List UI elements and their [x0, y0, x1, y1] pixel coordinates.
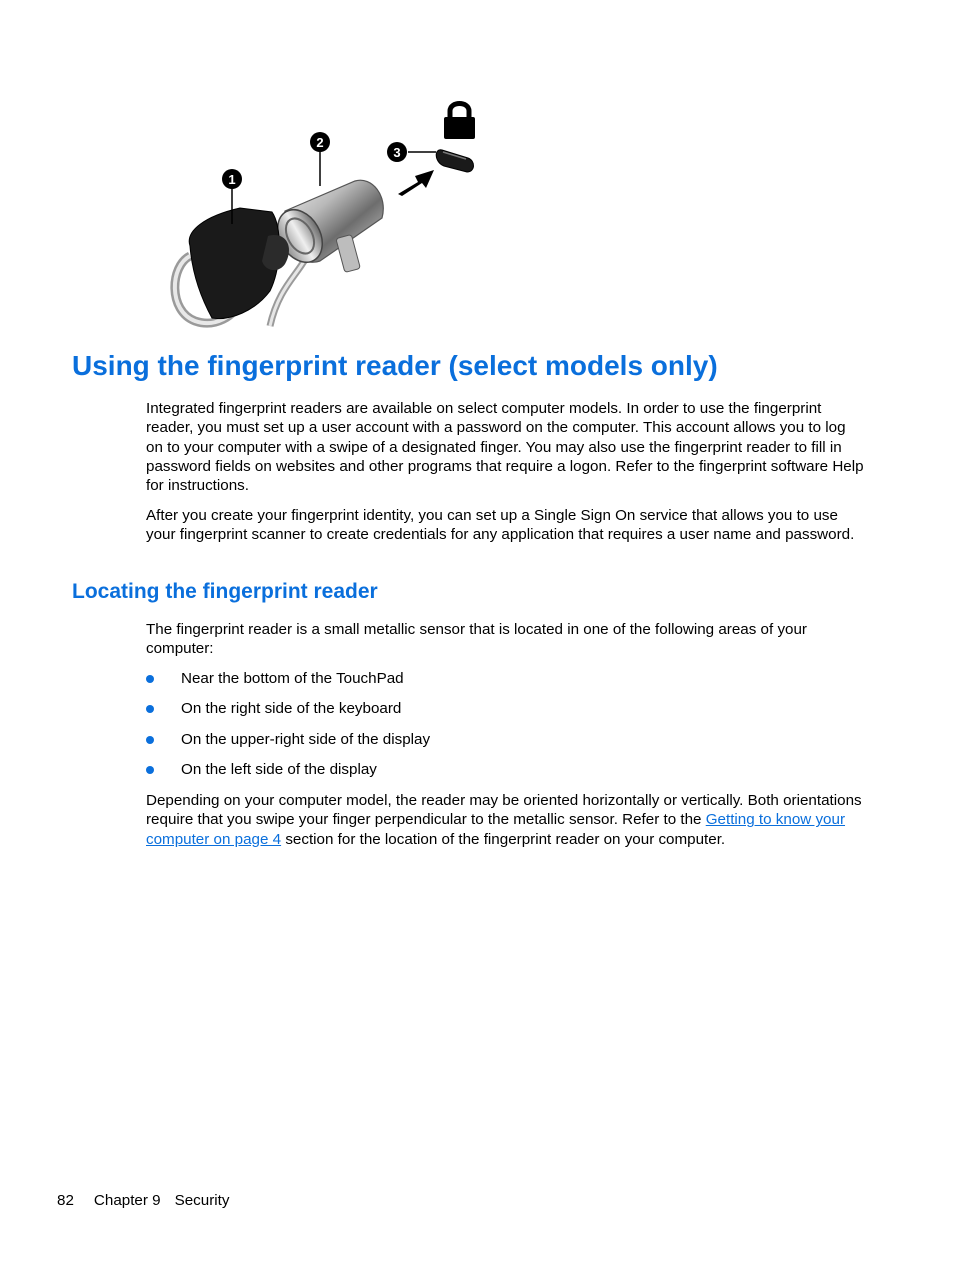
orientation-text-after: section for the location of the fingerprint reader on your computer.	[281, 830, 726, 848]
section-title: Using the fingerprint reader (select models only)	[72, 350, 718, 381]
padlock-icon	[444, 104, 475, 140]
bullet-icon	[146, 705, 154, 713]
key-head	[189, 208, 289, 319]
callout-1	[222, 169, 242, 189]
cable-lock-illustration	[160, 96, 490, 332]
bullet-icon	[146, 675, 154, 683]
list-item-text: On the upper-right side of the display	[181, 730, 431, 748]
subsection-title: Locating the fingerprint reader	[72, 580, 378, 603]
list-item	[146, 760, 866, 779]
svg-text:3: 3	[393, 145, 401, 160]
svg-text:1: 1	[228, 172, 236, 187]
orientation-paragraph	[146, 791, 866, 849]
insert-arrow-icon	[398, 170, 434, 196]
svg-text:2: 2	[316, 135, 324, 150]
chapter-label: Chapter 9	[93, 1192, 161, 1209]
bullet-icon	[146, 736, 154, 744]
intro-paragraph: Integrated fingerprint readers are available on select computer models. In order to use the fingerprint reader, you must set up a user account with a password on the computer. This account allows you to log on to your computer with a swipe of a designated finger. You may also use the fingerprint reader to fill in password fields on websites and other programs that require a logon. Refer to the fingerprint software Help for instructions.	[146, 400, 864, 495]
locating-intro-paragraph: The fingerprint reader is a small metallic sensor that is located in one of the following areas of your computer:	[146, 621, 807, 658]
chapter-title: Security	[174, 1192, 230, 1209]
bullet-icon	[146, 766, 154, 774]
page-footer	[57, 1192, 229, 1209]
page-number: 82	[57, 1192, 74, 1209]
security-slot-icon	[436, 150, 473, 172]
callout-2	[310, 132, 330, 152]
list-item-text: On the right side of the keyboard	[181, 700, 402, 718]
location-list	[146, 669, 866, 790]
single-sign-on-paragraph: After you create your fingerprint identity, you can set up a Single Sign On service that allows you to use your fingerprint scanner to create credentials for any application that requires a user name and password.	[146, 507, 855, 544]
orientation-text-before: Depending on your computer model, the reader may be oriented horizontally or vertically. Both orientations require that you swipe your finger perpendicular to the metallic sensor. Refer to the	[146, 792, 862, 829]
list-item	[146, 730, 866, 749]
list-item	[146, 669, 866, 688]
callout-3	[387, 142, 407, 162]
list-item-text: Near the bottom of the TouchPad	[181, 670, 404, 687]
list-item	[146, 699, 866, 718]
list-item-text: On the left side of the display	[181, 760, 377, 778]
getting-to-know-link[interactable]: Getting to know your computer on page 4	[146, 811, 846, 848]
